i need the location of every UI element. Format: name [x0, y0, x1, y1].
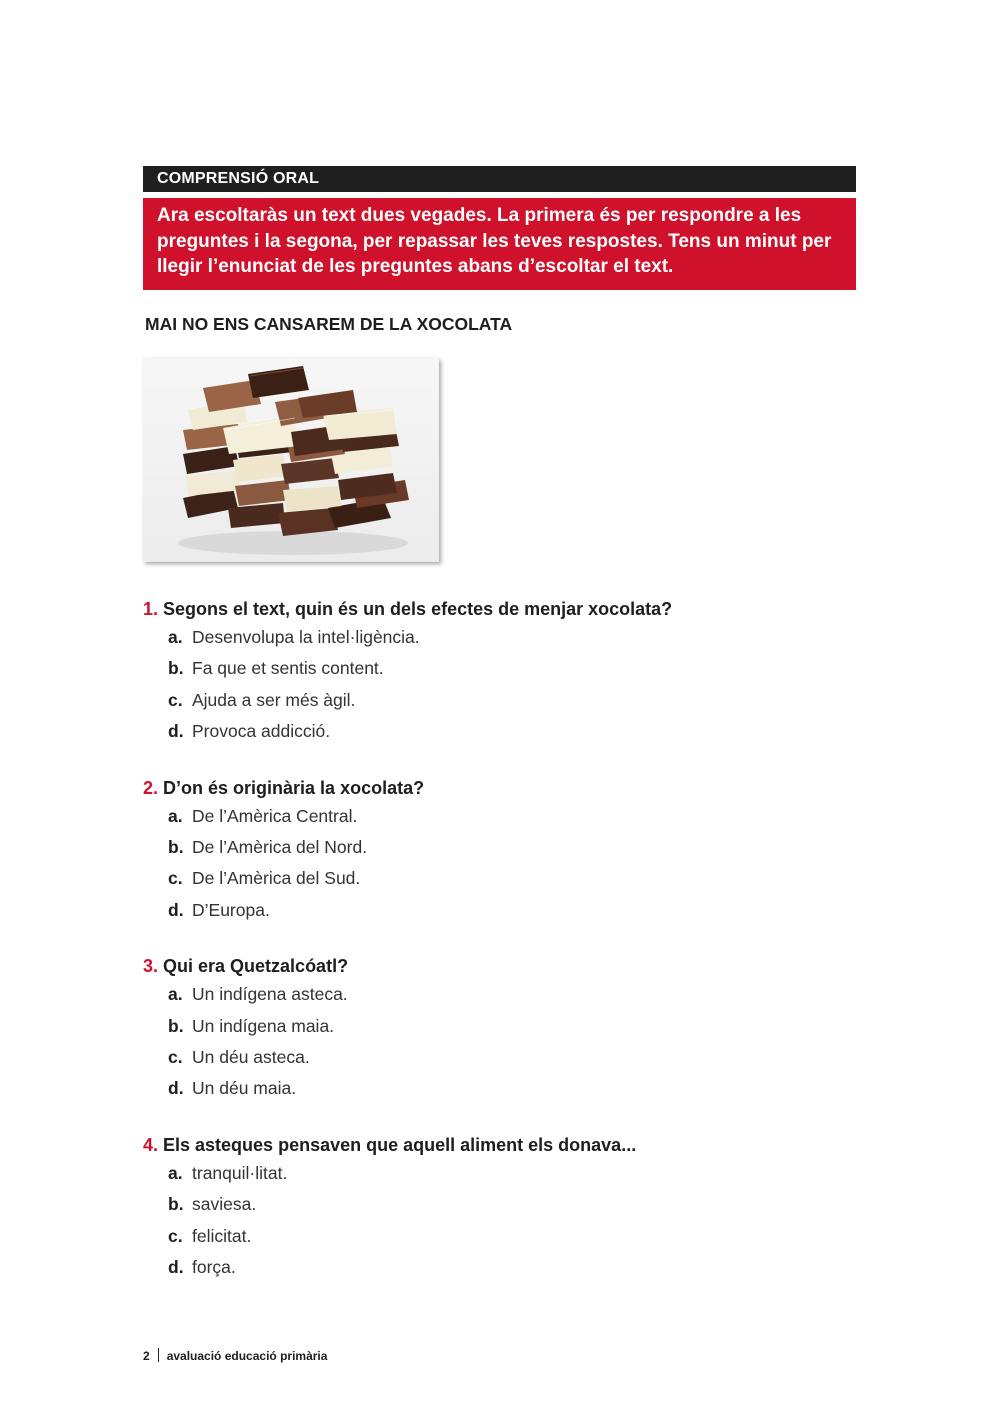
option-letter: d. [168, 1257, 184, 1278]
option-text: tranquil·litat. [192, 1162, 288, 1183]
option-text: saviesa. [192, 1194, 257, 1215]
text-title: MAI NO ENS CANSAREM DE LA XOCOLATA [145, 314, 513, 334]
question-1 [143, 596, 863, 748]
option-text: Fa que et sentis content. [192, 658, 384, 679]
question-4 [143, 1132, 863, 1284]
option-c[interactable] [143, 685, 863, 716]
option-letter: b. [168, 837, 184, 858]
option-d[interactable] [143, 1073, 863, 1104]
chocolate-photo [143, 358, 439, 562]
option-d[interactable] [143, 716, 863, 747]
option-text: De l’Amèrica del Nord. [192, 837, 368, 858]
option-text: De l’Amèrica del Sud. [192, 868, 361, 889]
option-text: felicitat. [192, 1225, 252, 1246]
option-b[interactable] [143, 832, 863, 863]
footer-text: avaluació educació primària [166, 1349, 328, 1363]
option-letter: d. [168, 899, 184, 920]
option-text: D’Europa. [192, 899, 270, 920]
option-letter: c. [168, 1225, 183, 1246]
option-text: Un déu maia. [192, 1078, 297, 1099]
option-a[interactable] [143, 622, 863, 653]
page-number: 2 [143, 1349, 150, 1363]
option-d[interactable] [143, 895, 863, 926]
instructions-box: Ara escoltaràs un text dues vegades. La primera és per respondre a les preguntes i la segona, per repassar les teves respostes. Tens un minut per llegir l’enunciat de les preguntes abans d’escoltar el text. [143, 198, 856, 290]
option-b[interactable] [143, 1011, 863, 1042]
question-text: D’on és originària la xocolata? [163, 777, 425, 798]
option-letter: b. [168, 1194, 184, 1215]
option-text: Un indígena maia. [192, 1015, 335, 1036]
option-text: De l’Amèrica Central. [192, 805, 358, 826]
option-c[interactable] [143, 863, 863, 894]
question-2 [143, 775, 863, 927]
question-number: 4. [143, 1134, 159, 1155]
option-text: Provoca addicció. [192, 721, 331, 742]
question-text: Qui era Quetzalcóatl? [163, 956, 349, 977]
option-a[interactable] [143, 979, 863, 1010]
option-letter: b. [168, 658, 184, 679]
questions-list [143, 596, 863, 1311]
question-3 [143, 953, 863, 1105]
option-a[interactable] [143, 1158, 863, 1189]
footer-divider [158, 1348, 159, 1362]
option-text: Un indígena asteca. [192, 984, 348, 1005]
option-text: Un déu asteca. [192, 1047, 310, 1068]
option-c[interactable] [143, 1221, 863, 1252]
section-header: COMPRENSIÓ ORAL [143, 166, 856, 192]
option-a[interactable] [143, 801, 863, 832]
option-letter: c. [168, 1047, 183, 1068]
option-letter: a. [168, 805, 183, 826]
option-text: força. [192, 1257, 236, 1278]
option-letter: d. [168, 721, 184, 742]
option-d[interactable] [143, 1252, 863, 1283]
option-letter: c. [168, 868, 183, 889]
option-b[interactable] [143, 1189, 863, 1220]
option-text: Ajuda a ser més àgil. [192, 689, 356, 710]
option-letter: a. [168, 984, 183, 1005]
option-c[interactable] [143, 1042, 863, 1073]
option-letter: d. [168, 1078, 184, 1099]
question-number: 3. [143, 956, 159, 977]
question-number: 2. [143, 777, 159, 798]
option-letter: b. [168, 1015, 184, 1036]
option-b[interactable] [143, 653, 863, 684]
option-letter: c. [168, 689, 183, 710]
page-footer [143, 1348, 327, 1363]
question-text: Segons el text, quin és un dels efectes de menjar xocolata? [163, 599, 673, 619]
option-letter: a. [168, 627, 183, 647]
option-text: Desenvolupa la intel·ligència. [192, 627, 420, 647]
question-text: Els asteques pensaven que aquell aliment els donava... [163, 1134, 637, 1155]
option-letter: a. [168, 1162, 183, 1183]
question-number: 1. [143, 599, 159, 619]
